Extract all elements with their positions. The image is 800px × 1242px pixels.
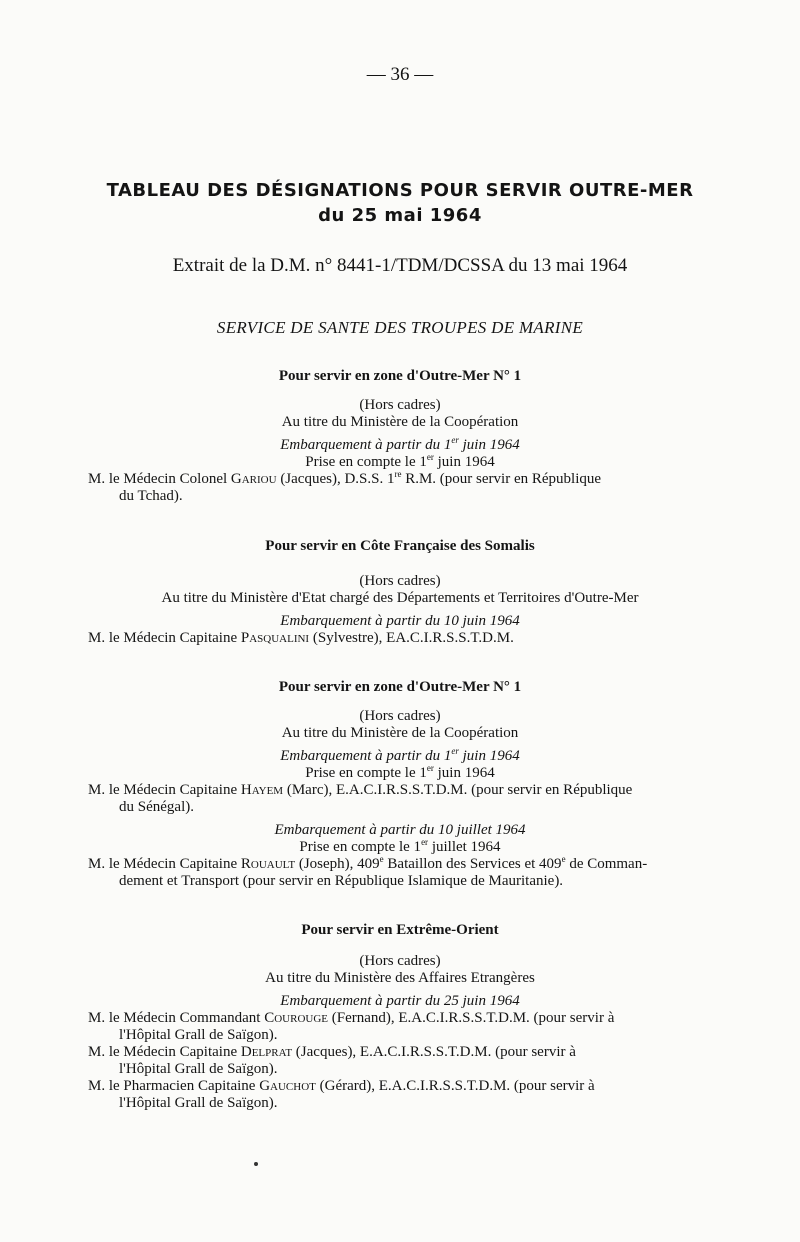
ministry-line: Au titre du Ministère d'Etat chargé des Départements et Territoires d'Outre-Mer — [161, 590, 639, 606]
entry-details: (Joseph), 409e Bataillon des Services et 409e de Comman- — [298, 854, 648, 872]
entry-surname: Rouault — [240, 856, 296, 872]
embarkation-line: Embarquement à partir du 25 juin 1964 — [280, 993, 520, 1009]
service-heading: SERVICE DE SANTE DES TROUPES DE MARINE — [216, 318, 584, 337]
entry-continuation: l'Hôpital Grall de Saïgon). — [119, 1027, 278, 1043]
ministry-line: Au titre du Ministère des Affaires Etrangères — [265, 970, 535, 986]
entry-details: (Jacques), D.S.S. 1re R.M. (pour servir en République — [280, 469, 602, 487]
entry-rank: M. le Médecin Capitaine — [88, 782, 238, 798]
designation-entry — [88, 782, 712, 799]
hors-cadres: (Hors cadres) — [359, 953, 441, 969]
document-title: TABLEAU DES DÉSIGNATIONS POUR SERVIR OUTRE-MER — [106, 180, 694, 201]
entry-surname: Gauchot — [259, 1078, 316, 1094]
entry-details: (Jacques), E.A.C.I.R.S.S.T.D.M. (pour servir à — [295, 1044, 576, 1060]
entry-continuation: l'Hôpital Grall de Saïgon). — [119, 1095, 278, 1111]
designation-entry — [88, 1078, 712, 1095]
document-date: du 25 mai 1964 — [318, 205, 482, 226]
entry-details: (Gérard), E.A.C.I.R.S.S.T.D.M. (pour servir à — [319, 1078, 595, 1094]
embarkation-line: Embarquement à partir du 10 juin 1964 — [280, 613, 520, 629]
prise-en-compte-line: Prise en compte le 1er juillet 1964 — [299, 837, 501, 855]
entry-rank: M. le Pharmacien Capitaine — [88, 1078, 256, 1094]
page-number: — 36 — — [366, 64, 434, 85]
entry-surname: Hayem — [240, 782, 284, 798]
section-heading: Pour servir en Côte Française des Somalis — [265, 538, 535, 554]
entry-details: (Fernand), E.A.C.I.R.S.S.T.D.M. (pour servir à — [331, 1010, 615, 1026]
ministry-line: Au titre du Ministère de la Coopération — [281, 414, 519, 430]
section-outre-mer-1-b — [88, 679, 712, 890]
hors-cadres: (Hors cadres) — [359, 573, 441, 589]
entry-rank: M. le Médecin Colonel — [88, 471, 228, 487]
designation-entry — [88, 630, 712, 647]
designation-entry — [88, 1010, 712, 1027]
embarkation-line: Embarquement à partir du 10 juillet 1964 — [274, 822, 526, 838]
hors-cadres: (Hors cadres) — [359, 397, 441, 413]
entry-continuation: du Tchad). — [119, 488, 183, 504]
entry-continuation: l'Hôpital Grall de Saïgon). — [119, 1061, 278, 1077]
entry-surname: Delprat — [240, 1044, 293, 1060]
entry-surname: Pasqualini — [240, 630, 310, 646]
entry-details: (Sylvestre), EA.C.I.R.S.S.T.D.M. — [312, 630, 514, 646]
entry-rank: M. le Médecin Capitaine — [88, 856, 238, 872]
extract-reference: Extrait de la D.M. n° 8441-1/TDM/DCSSA du 13 mai 1964 — [172, 255, 628, 276]
embarkation-line: Embarquement à partir du 1er juin 1964 — [280, 435, 520, 453]
entry-surname: Gariou — [230, 471, 277, 487]
section-heading: Pour servir en zone d'Outre-Mer N° 1 — [278, 679, 522, 695]
prise-en-compte-line: Prise en compte le 1er juin 1964 — [305, 452, 495, 470]
ink-speck — [254, 1162, 258, 1166]
hors-cadres: (Hors cadres) — [359, 708, 441, 724]
designation-entry — [88, 471, 712, 488]
entry-rank: M. le Médecin Capitaine — [88, 630, 238, 646]
entry-surname: Courouge — [264, 1010, 328, 1026]
section-heading: Pour servir en Extrême-Orient — [301, 922, 499, 938]
designation-entry — [88, 856, 712, 873]
entry-continuation: dement et Transport (pour servir en République Islamique de Mauritanie). — [119, 873, 564, 889]
section-extreme-orient — [88, 922, 712, 1112]
section-outre-mer-1 — [88, 368, 712, 505]
entry-rank: M. le Médecin Capitaine — [88, 1044, 238, 1060]
ministry-line: Au titre du Ministère de la Coopération — [281, 725, 519, 741]
section-heading: Pour servir en zone d'Outre-Mer N° 1 — [278, 368, 522, 384]
section-somalis — [88, 538, 712, 647]
prise-en-compte-line: Prise en compte le 1er juin 1964 — [305, 763, 495, 781]
entry-continuation: du Sénégal). — [119, 799, 194, 815]
entry-rank: M. le Médecin Commandant — [88, 1010, 261, 1026]
designation-entry — [88, 1044, 712, 1061]
embarkation-line: Embarquement à partir du 1er juin 1964 — [280, 746, 520, 764]
entry-details: (Marc), E.A.C.I.R.S.S.T.D.M. (pour servir en République — [286, 782, 633, 798]
